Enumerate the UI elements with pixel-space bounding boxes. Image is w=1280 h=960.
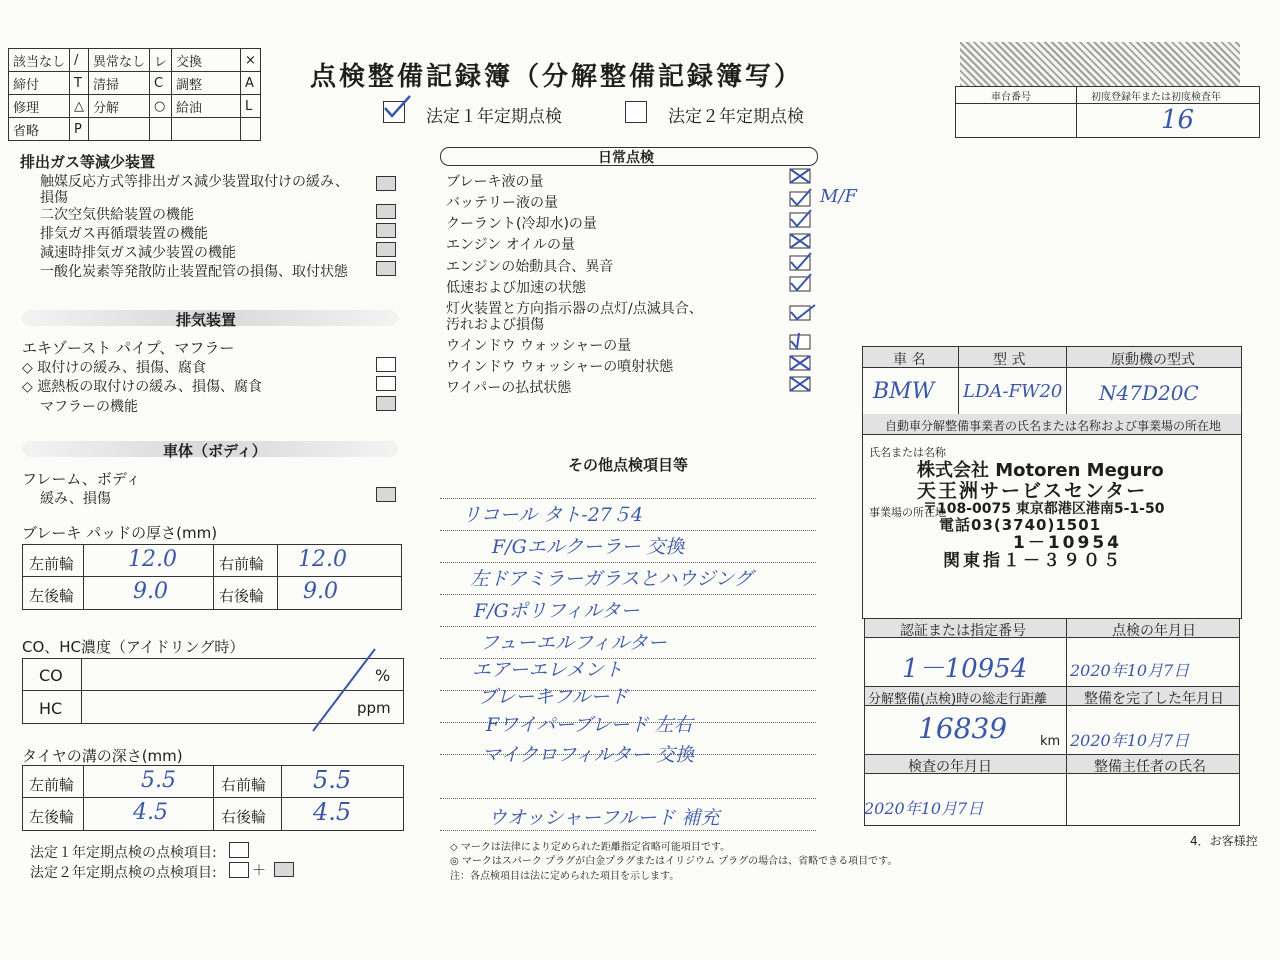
- other-entry: マイクロフィルター 交換: [482, 744, 695, 766]
- footnote: 注：各点検項目は法に定められた項目を示します。: [450, 871, 680, 882]
- co-unit: %: [375, 666, 391, 685]
- legend-cell: T: [70, 72, 89, 95]
- cert-value: 1－10954: [902, 654, 1028, 684]
- other-entry: エアーエレメント: [472, 659, 623, 681]
- other-entry: ウオッシャーフルード 補充: [488, 807, 720, 829]
- emission-item: 触媒反応方式等排出ガス減少装置取付けの緩み、: [40, 174, 349, 190]
- emission-heading: 排出ガス等減少装置: [20, 153, 156, 171]
- shop-center: 天王洲サービスセンター: [917, 480, 1148, 502]
- other-entry: リコール タト-27５4: [462, 504, 643, 526]
- legend-table: [8, 48, 261, 141]
- checkbox-annual-1yr[interactable]: [383, 101, 405, 123]
- emission-item: 減速時排気ガス減少装置の機能: [40, 245, 236, 261]
- customer-copy: 4．お客様控: [1190, 834, 1258, 848]
- body-heading: 車体（ボディ）: [163, 442, 267, 460]
- vehicle-model: LDA-FW20: [963, 381, 1063, 402]
- other-entry: F/Gポリフィルター: [474, 600, 640, 622]
- legend-cell: 省略: [9, 118, 70, 141]
- note-1yr: 法定１年定期点検の点検項目:: [30, 845, 217, 861]
- daily-heading: 日常点検: [598, 150, 654, 166]
- legend-cell: 給油: [172, 95, 241, 118]
- exhaust-item: マフラーの機能: [40, 399, 138, 415]
- shop-address: 〒108-0075 東京都港区港南5-1-50: [923, 501, 1165, 517]
- cohc-table: [22, 658, 404, 724]
- slash-mark-icon: [303, 645, 383, 735]
- legend-cell: 交換: [172, 49, 241, 72]
- complete-label: 整備を完了した年月日: [1084, 691, 1224, 707]
- note-1yr-box: [229, 842, 249, 858]
- hc-label: HC: [39, 699, 63, 718]
- other-entry: Fワイパーブレード 左右: [486, 714, 693, 736]
- vehicle-name: BMW: [873, 379, 935, 404]
- brake-rr-value: 9.0: [303, 579, 338, 604]
- other-line: [440, 562, 816, 563]
- note-2yr-box-a: [229, 862, 249, 878]
- tire-fl-label: 左前輪: [29, 776, 75, 794]
- legend-cell: 分解: [89, 95, 150, 118]
- emission-item: 排気ガス再循環装置の機能: [40, 226, 208, 242]
- chassis-label: 車台番号: [991, 92, 1031, 103]
- shop-phone: 電話03(3740)1501: [939, 516, 1102, 534]
- legend-cell: △: [70, 95, 89, 118]
- exhaust-box[interactable]: [376, 376, 396, 391]
- tire-fr-label: 右前輪: [221, 776, 267, 794]
- legend-cell: [89, 118, 150, 141]
- legend-cell: /: [70, 49, 89, 72]
- brake-fl-label: 左前輪: [29, 555, 75, 573]
- daily-mf-note: M/F: [820, 186, 857, 207]
- cert-label: 認証または指定番号: [900, 623, 1026, 639]
- cohc-heading: CO、HC濃度（アイドリング時）: [22, 638, 245, 656]
- exhaust-sub: エキゾースト パイプ、マフラー: [22, 339, 235, 357]
- body-box[interactable]: [376, 487, 396, 502]
- legend-cell: L: [241, 95, 261, 118]
- emission-box[interactable]: [376, 261, 396, 276]
- body-sub: フレーム、ボディ: [22, 470, 141, 488]
- tire-fr-value: 5.5: [313, 766, 352, 794]
- vehicle-model-label: 型 式: [993, 352, 1026, 368]
- daily-item: エンジン オイルの量: [446, 237, 576, 253]
- note-2yr-box-b: [274, 862, 294, 877]
- brake-table: [22, 544, 402, 610]
- mileage-label: 分解整備(点検)時の総走行距離: [868, 692, 1048, 707]
- tire-heading: タイヤの溝の深さ(mm): [22, 747, 183, 765]
- daily-item: クーラント(冷却水)の量: [446, 216, 597, 232]
- shop-loc-label: 事業場の所在地: [869, 506, 946, 519]
- emission-box[interactable]: [376, 176, 396, 191]
- legend-cell: 異常なし: [89, 49, 150, 72]
- legend-cell: ×: [241, 49, 261, 72]
- brake-rl-value: 9.0: [133, 579, 168, 604]
- other-line: [440, 626, 816, 627]
- emission-box[interactable]: [376, 204, 396, 219]
- other-entry: 左ドアミラーガラスとハウジング: [470, 568, 753, 590]
- tire-rl-value: 4.5: [133, 800, 168, 825]
- shop-code2: 関東指１－３９０５: [943, 551, 1123, 571]
- footnote: ◎ マークはスパーク プラグが白金プラグまたはイリジウム プラグの場合は、省略できる項目です。: [450, 856, 898, 867]
- tire-fl-value: 5.5: [141, 768, 176, 793]
- legend-cell: [172, 118, 241, 141]
- other-entry: F/Gエルクーラー 交換: [492, 536, 685, 558]
- checkbox-annual-2yr[interactable]: [625, 101, 647, 123]
- vehicle-name-label: 車 名: [893, 352, 926, 368]
- vehicle-engine-label: 原動機の型式: [1111, 352, 1195, 368]
- legend-cell: 該当なし: [9, 49, 70, 72]
- hc-unit: ppm: [357, 699, 391, 717]
- other-line: [440, 798, 816, 799]
- chief-label: 整備主任者の氏名: [1094, 759, 1206, 775]
- brake-fr-label: 右前輪: [219, 555, 265, 573]
- legend-cell: 清掃: [89, 72, 150, 95]
- label-annual-2yr: 法定２年定期点検: [668, 107, 804, 127]
- vehicle-info-box: [862, 346, 1242, 416]
- note-plus: ＋: [252, 863, 266, 879]
- legend-cell: C: [150, 72, 172, 95]
- exhaust-item: ◇ 取付けの緩み、損傷、腐食: [22, 360, 207, 376]
- legend-cell: [241, 118, 261, 141]
- label-annual-1yr: 法定１年定期点検: [426, 107, 562, 127]
- body-item: 緩み、損傷: [40, 491, 111, 507]
- legend-cell: レ: [150, 49, 172, 72]
- emission-box[interactable]: [376, 242, 396, 257]
- exhaust-box[interactable]: [376, 396, 396, 411]
- brake-rr-label: 右後輪: [219, 587, 265, 605]
- insp-value: 2020年10月7日: [864, 799, 984, 818]
- inspect-date-label: 点検の年月日: [1112, 623, 1196, 639]
- exhaust-heading: 排気装置: [176, 311, 237, 329]
- legend-cell: 締付: [9, 72, 70, 95]
- brake-rl-label: 左後輪: [29, 587, 75, 605]
- vehicle-header-box: [955, 86, 1260, 138]
- other-line: [440, 530, 816, 531]
- daily-item: ウインドウ ウォッシャーの噴射状態: [446, 359, 674, 375]
- shop-heading: 自動車分解整備事業者の氏名または名称および事業場の所在地: [885, 419, 1222, 433]
- chassis-number-redacted: [960, 42, 1240, 86]
- note-2yr: 法定２年定期点検の点検項目:: [30, 865, 217, 881]
- tire-rr-value: 4.5: [313, 798, 352, 826]
- other-entry: ブレーキフルード: [478, 686, 629, 708]
- first-reg-label: 初度登録年または初度検査年: [1091, 92, 1221, 103]
- exhaust-item: ◇ 遮熱板の取付けの緩み、損傷、腐食: [22, 379, 263, 395]
- first-reg-value: 16: [1161, 105, 1195, 135]
- daily-item: バッテリー液の量: [446, 195, 558, 211]
- daily-item: 低速および加速の状態: [446, 280, 586, 296]
- mileage-value: 16839: [918, 712, 1008, 745]
- shop-name-label: 氏名または名称: [869, 446, 946, 459]
- vehicle-engine: N47D20C: [1099, 381, 1199, 405]
- emission-item: 損傷: [40, 190, 68, 206]
- daily-item: ワイパーの払拭状態: [446, 380, 572, 396]
- brake-fr-value: 12.0: [298, 547, 347, 572]
- inspect-date-value: 2020年10月7日: [1070, 661, 1190, 680]
- legend-cell: A: [241, 72, 261, 95]
- insp-label: 検査の年月日: [908, 759, 992, 775]
- daily-item: 灯火装置と方向指示器の点灯/点滅具合、: [446, 301, 703, 317]
- other-line: [440, 594, 816, 595]
- tire-table: [22, 765, 404, 831]
- legend-cell: P: [70, 118, 89, 141]
- other-line: [440, 830, 816, 831]
- cert-table: [864, 618, 1240, 826]
- exhaust-box[interactable]: [376, 357, 396, 372]
- daily-item: 汚れおよび損傷: [446, 317, 544, 333]
- daily-item: ブレーキ液の量: [446, 174, 544, 190]
- emission-item: 一酸化炭素等発散防止装置配管の損傷、取付状態: [40, 264, 348, 280]
- shop-box: [862, 414, 1242, 619]
- check-mark-icon: [382, 94, 412, 120]
- page-title: 点検整備記録簿（分解整備記録簿写）: [310, 62, 804, 92]
- daily-item: エンジンの始動具合、異音: [446, 259, 614, 275]
- co-label: CO: [39, 666, 63, 685]
- legend-cell: 調整: [172, 72, 241, 95]
- complete-value: 2020年10月7日: [1070, 731, 1190, 750]
- shop-code1: 1－10954: [1013, 533, 1122, 553]
- shop-company: 株式会社 Motoren Meguro: [917, 460, 1164, 481]
- tire-rl-label: 左後輪: [29, 808, 75, 826]
- legend-cell: [150, 118, 172, 141]
- other-line: [440, 498, 816, 499]
- legend-cell: ○: [150, 95, 172, 118]
- other-entry: フューエルフィルター: [480, 632, 667, 654]
- daily-item: ウインドウ ウォッシャーの量: [446, 338, 632, 354]
- emission-item: 二次空気供給装置の機能: [40, 207, 194, 223]
- other-heading: その他点検項目等: [568, 456, 689, 474]
- tire-rr-label: 右後輪: [221, 808, 267, 826]
- legend-cell: 修理: [9, 95, 70, 118]
- brake-fl-value: 12.0: [128, 547, 177, 572]
- brake-heading: ブレーキ パッドの厚さ(mm): [22, 524, 218, 542]
- emission-box[interactable]: [376, 223, 396, 238]
- footnote: ◇ マークは法律により定められた距離指定省略可能項目です。: [450, 842, 731, 853]
- mileage-unit: km: [1040, 734, 1061, 749]
